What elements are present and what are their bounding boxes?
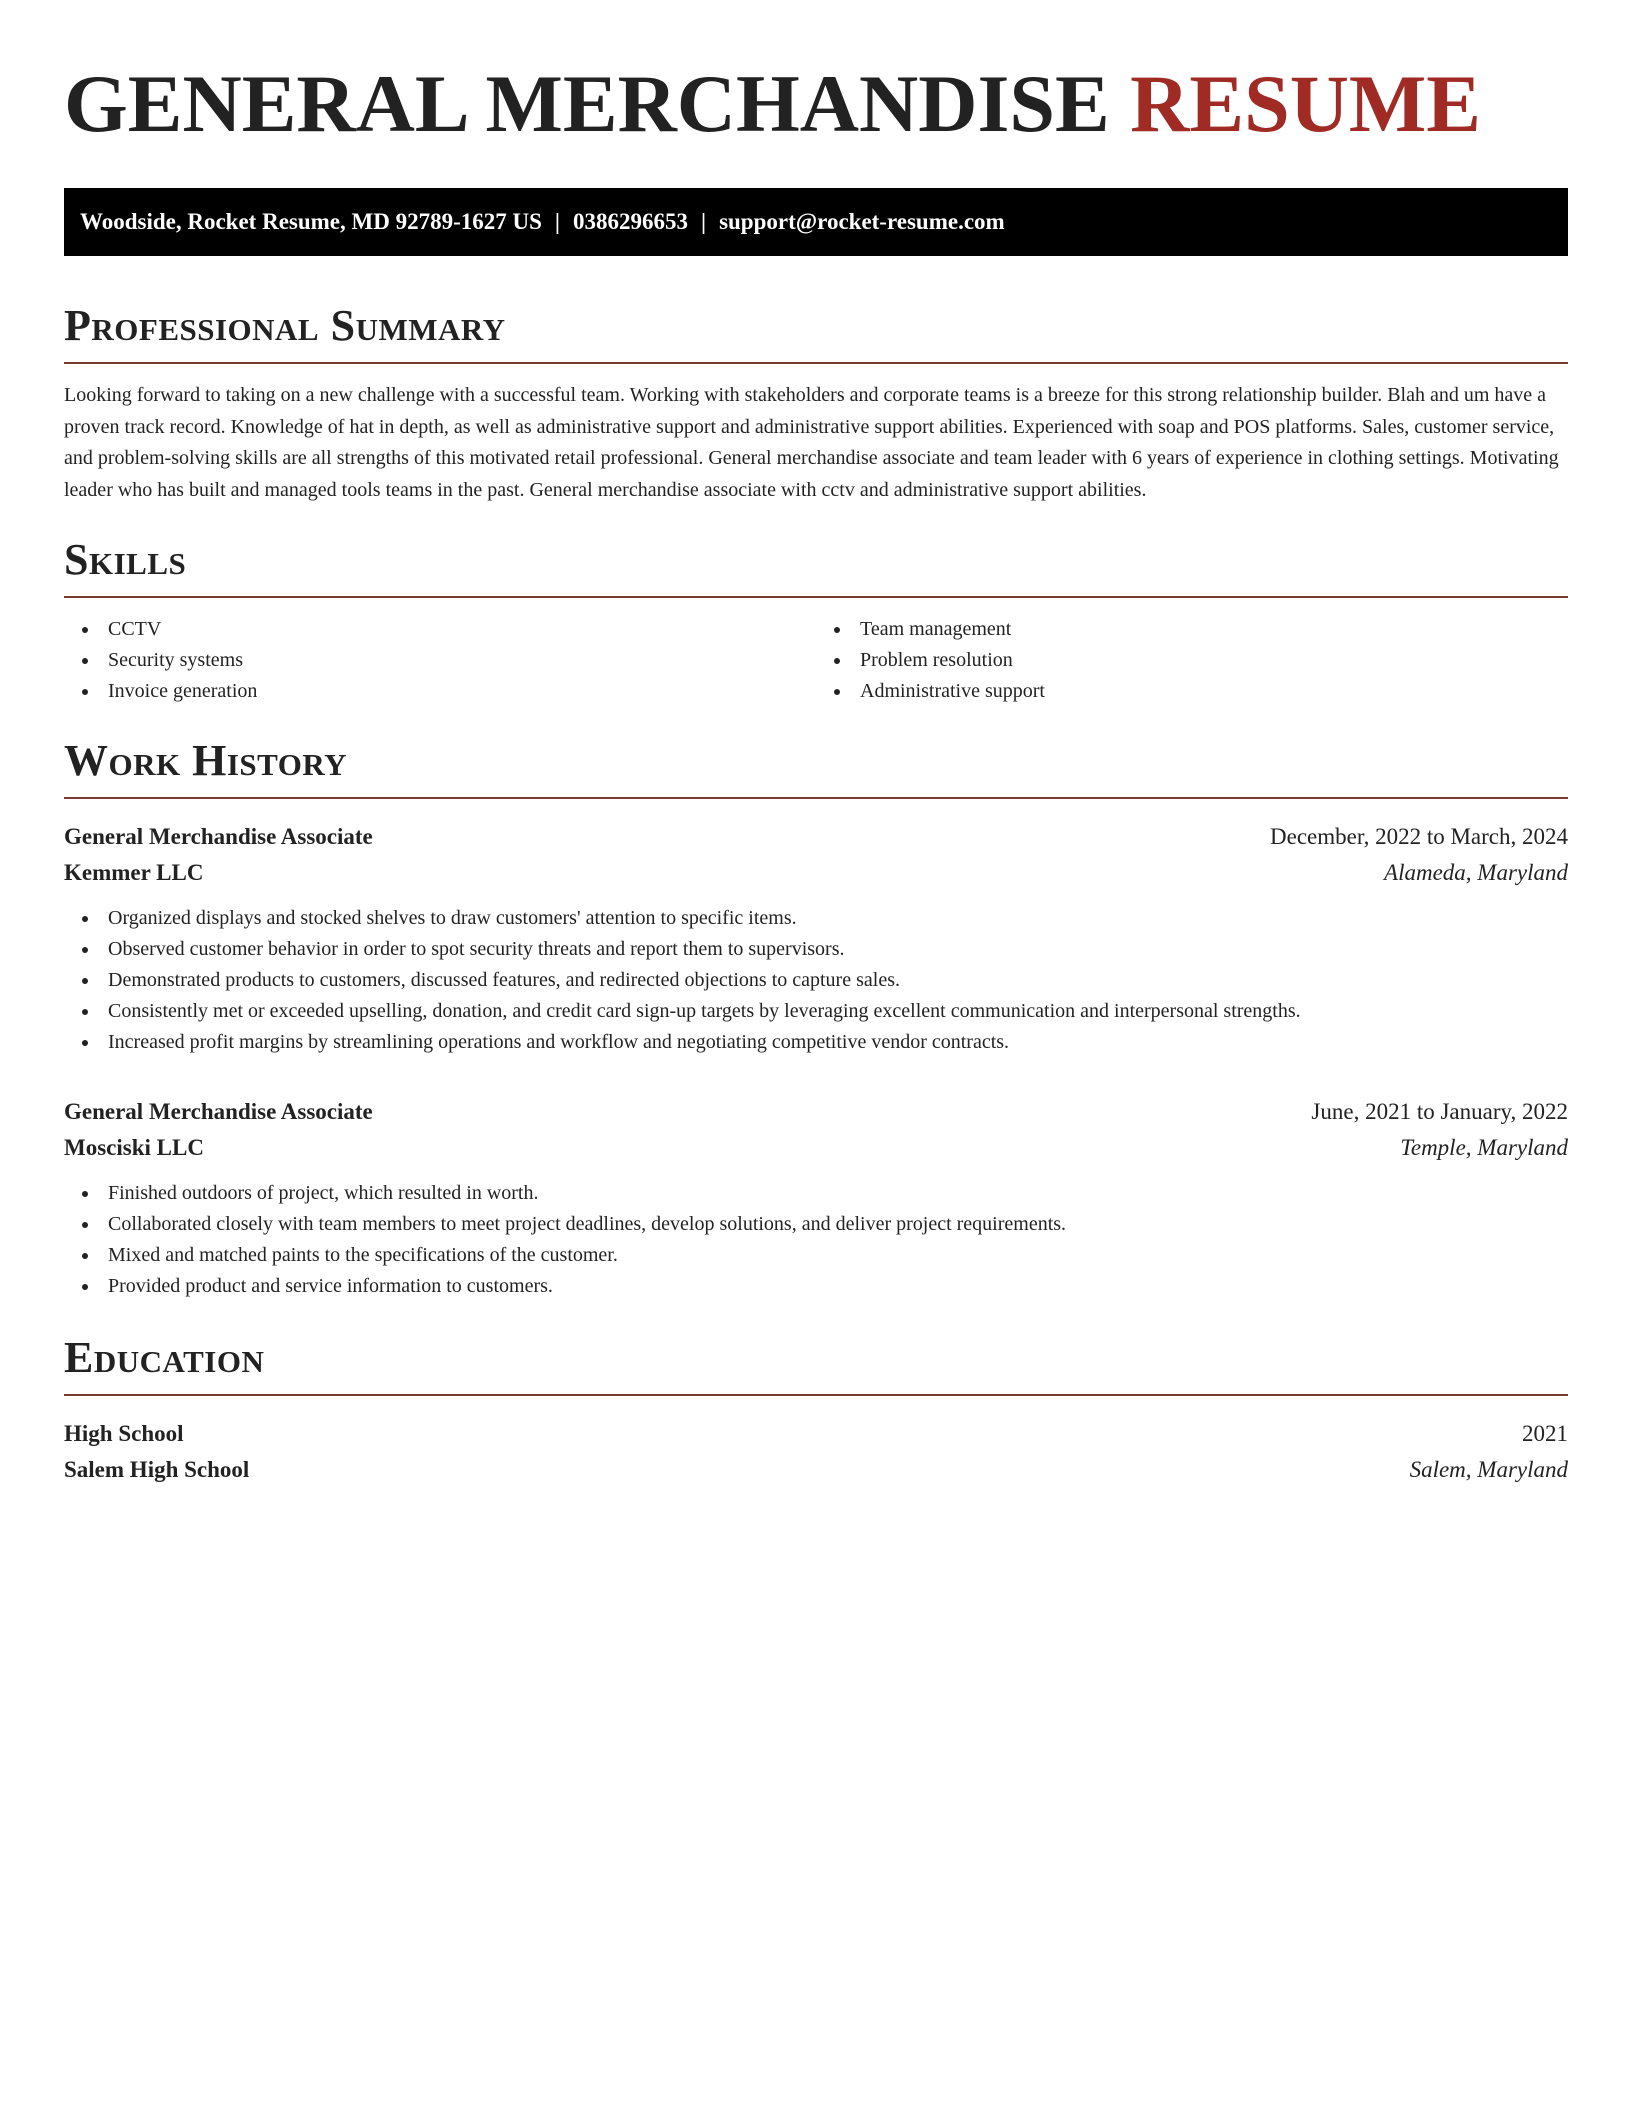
job-bullets [64,903,1568,1058]
skills-heading: Skills [64,535,187,584]
job-company: Mosciski LLC [64,1135,204,1160]
job-entry [64,819,1568,1058]
skill-item: Security systems [64,645,816,676]
education-heading: Education [64,1333,265,1382]
education-location: Salem, Maryland [1409,1457,1568,1482]
job-title: General Merchandise Associate [64,1099,373,1124]
skills-grid [64,614,1568,707]
job-location: Alameda, Maryland [1384,860,1568,885]
skill-item: Problem resolution [816,645,1568,676]
job-bullet: Finished outdoors of project, which resulted in worth. [64,1178,1568,1209]
summary-section [64,300,1568,506]
resume-title [64,56,1568,152]
job-dates: December, 2022 to March, 2024 [1270,824,1568,849]
skills-column-right [816,614,1568,707]
education-degree-row [64,1416,1568,1452]
job-bullet: Mixed and matched paints to the specifications of the customer. [64,1240,1568,1271]
job-bullet: Provided product and service information to customers. [64,1271,1568,1302]
contact-bar [64,188,1568,256]
contact-phone: 0386296653 [572,209,688,234]
job-company-row [64,855,1568,891]
section-divider [64,797,1568,799]
title-main: GENERAL MERCHANDISE [64,58,1110,149]
skill-item: Invoice generation [64,676,816,707]
education-section [64,1332,1568,1488]
summary-text: Looking forward to taking on a new challenge with a successful team. Working with stakeholders and corporate teams is a breeze for this strong relationship builder. Blah and um have a proven track record. Knowledge of hat in depth, as well as administrative support and administrative support abilities. Experienced with soap and POS platforms. Sales, customer service, and problem-solving skills are all strengths of this motivated retail professional. General merchandise associate and team leader with 6 years of experience in clothing settings. Motivating leader who has built and managed tools teams in the past. General merchandise associate with cctv and administrative support abilities. [64,384,1559,501]
job-company-row [64,1130,1568,1166]
job-entry [64,1094,1568,1302]
job-bullet: Consistently met or exceeded upselling, donation, and credit card sign-up targets by leveraging excellent communication and interpersonal strengths. [64,996,1568,1027]
job-company: Kemmer LLC [64,860,204,885]
skill-item: Team management [816,614,1568,645]
job-bullet: Collaborated closely with team members to meet project deadlines, develop solutions, and deliver project requirements. [64,1209,1568,1240]
job-dates: June, 2021 to January, 2022 [1311,1099,1568,1124]
job-title-row [64,1094,1568,1130]
title-accent: RESUME [1130,58,1481,149]
section-divider [64,362,1568,364]
education-school: Salem High School [64,1457,250,1482]
skills-section [64,534,1568,707]
education-degree: High School [64,1421,184,1446]
skill-item: CCTV [64,614,816,645]
contact-address: Woodside, Rocket Resume, MD 92789-1627 US [80,209,542,234]
job-bullet: Increased profit margins by streamlining operations and workflow and negotiating competitive vendor contracts. [64,1027,1568,1058]
work-history-section [64,735,1568,1302]
contact-separator: | [700,209,707,234]
education-entry [64,1416,1568,1488]
job-title-row [64,819,1568,855]
contact-separator: | [554,209,560,234]
summary-heading: Professional Summary [64,301,506,350]
skills-column-left [64,614,816,707]
section-divider [64,596,1568,598]
contact-email: support@rocket-resume.com [719,209,1005,234]
job-bullet: Observed customer behavior in order to spot security threats and report them to supervisors. [64,934,1568,965]
job-bullets [64,1178,1568,1302]
job-title: General Merchandise Associate [64,824,373,849]
section-divider [64,1394,1568,1396]
education-year: 2021 [1522,1421,1568,1446]
skill-item: Administrative support [816,676,1568,707]
education-school-row [64,1452,1568,1488]
work-history-heading: Work History [64,736,348,785]
job-bullet: Demonstrated products to customers, discussed features, and redirected objections to capture sales. [64,965,1568,996]
job-bullet: Organized displays and stocked shelves to draw customers' attention to specific items. [64,903,1568,934]
job-location: Temple, Maryland [1400,1135,1568,1160]
